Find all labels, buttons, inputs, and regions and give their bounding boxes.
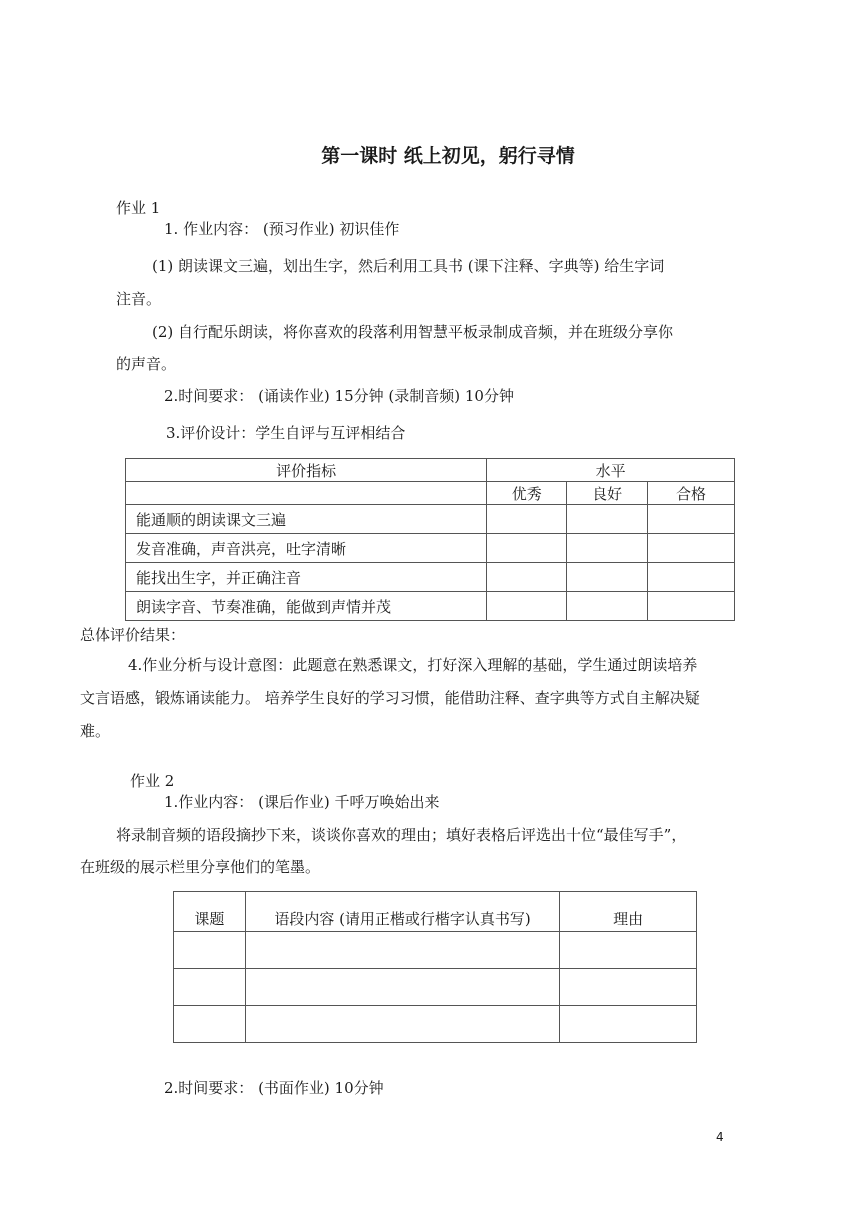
hw1-analysis-line3: 难。: [80, 722, 111, 740]
rating-cell[interactable]: [648, 534, 735, 563]
hw2-desc-line2: 在班级的展示栏里分享他们的笔墨。: [80, 858, 321, 876]
header-topic: 课题: [174, 892, 246, 932]
table-header-row: [174, 892, 697, 932]
hw1-analysis-line1: 4.作业分析与设计意图：此题意在熟悉课文，打好深入理解的基础，学生通过朗读培养: [128, 656, 698, 674]
level-pass: 合格: [648, 482, 735, 505]
rating-cell[interactable]: [487, 592, 567, 621]
rating-cell[interactable]: [567, 592, 648, 621]
passage-cell[interactable]: [245, 1006, 559, 1043]
table-subheader-row: [126, 482, 735, 505]
table-header-row: [126, 459, 735, 482]
hw1-analysis-line2: 文言语感，锻炼诵读能力。 培养学生良好的学习习惯，能借助注释、查字典等方式自主解决疑: [80, 689, 700, 707]
hw2-content-label: 1.作业内容： (课后作业) 千呼万唤始出来: [164, 793, 440, 811]
table-cell-empty: [126, 482, 487, 505]
hw2-heading: 作业 2: [130, 772, 175, 790]
hw1-item2-line1: (2) 自行配乐朗读，将你喜欢的段落利用智慧平板录制成音频，并在班级分享你: [152, 323, 674, 341]
indicator-cell: 能通顺的朗读课文三遍: [126, 505, 487, 534]
table-row: [174, 969, 697, 1006]
rating-cell[interactable]: [648, 563, 735, 592]
passage-cell[interactable]: [245, 932, 559, 969]
hw1-content-label: 1. 作业内容： (预习作业) 初识佳作: [164, 220, 400, 238]
table-row: [126, 534, 735, 563]
hw2-desc-line1: 将录制音频的语段摘抄下来，谈谈你喜欢的理由；填好表格后评选出十位“最佳写手”，: [116, 826, 687, 844]
topic-cell[interactable]: [174, 969, 246, 1006]
table-row: [126, 592, 735, 621]
hw1-item2-line2: 的声音。: [116, 355, 177, 373]
table-row: [174, 1006, 697, 1043]
topic-cell[interactable]: [174, 1006, 246, 1043]
table-row: [126, 563, 735, 592]
indicator-cell: 发音准确，声音洪亮，吐字清晰: [126, 534, 487, 563]
rating-cell[interactable]: [487, 534, 567, 563]
topic-cell[interactable]: [174, 932, 246, 969]
table-row: [126, 505, 735, 534]
rating-cell[interactable]: [567, 563, 648, 592]
level-excellent: 优秀: [487, 482, 567, 505]
reason-cell[interactable]: [560, 932, 697, 969]
rating-cell[interactable]: [487, 563, 567, 592]
rating-cell[interactable]: [648, 592, 735, 621]
evaluation-table: [125, 458, 735, 621]
rating-cell[interactable]: [567, 534, 648, 563]
rating-cell[interactable]: [648, 505, 735, 534]
hw2-time-requirement: 2.时间要求： (书面作业) 10分钟: [164, 1079, 384, 1097]
reason-cell[interactable]: [560, 1006, 697, 1043]
page-title: 第一课时 纸上初见，躬行寻情: [321, 145, 575, 167]
copy-table: [173, 891, 697, 1043]
hw1-evaluation-design: 3.评价设计：学生自评与互评相结合: [166, 424, 406, 442]
level-good: 良好: [567, 482, 648, 505]
indicator-cell: 朗读字音、节奏准确，能做到声情并茂: [126, 592, 487, 621]
header-passage: 语段内容 (请用正楷或行楷字认真书写): [245, 892, 559, 932]
passage-cell[interactable]: [245, 969, 559, 1006]
page-number: 4: [716, 1130, 724, 1144]
hw1-item1-line2: 注音。: [116, 290, 162, 308]
overall-result-label: 总体评价结果：: [80, 626, 186, 644]
reason-cell[interactable]: [560, 969, 697, 1006]
header-level: 水平: [487, 459, 735, 482]
table-row: [174, 932, 697, 969]
rating-cell[interactable]: [487, 505, 567, 534]
header-reason: 理由: [560, 892, 697, 932]
header-indicator: 评价指标: [126, 459, 487, 482]
rating-cell[interactable]: [567, 505, 648, 534]
indicator-cell: 能找出生字，并正确注音: [126, 563, 487, 592]
hw1-heading: 作业 1: [116, 199, 161, 217]
hw1-item1-line1: (1) 朗读课文三遍，划出生字，然后利用工具书 (课下注释、字典等) 给生字词: [152, 257, 665, 275]
hw1-time-requirement: 2.时间要求： (诵读作业) 15分钟 (录制音频) 10分钟: [164, 387, 514, 405]
